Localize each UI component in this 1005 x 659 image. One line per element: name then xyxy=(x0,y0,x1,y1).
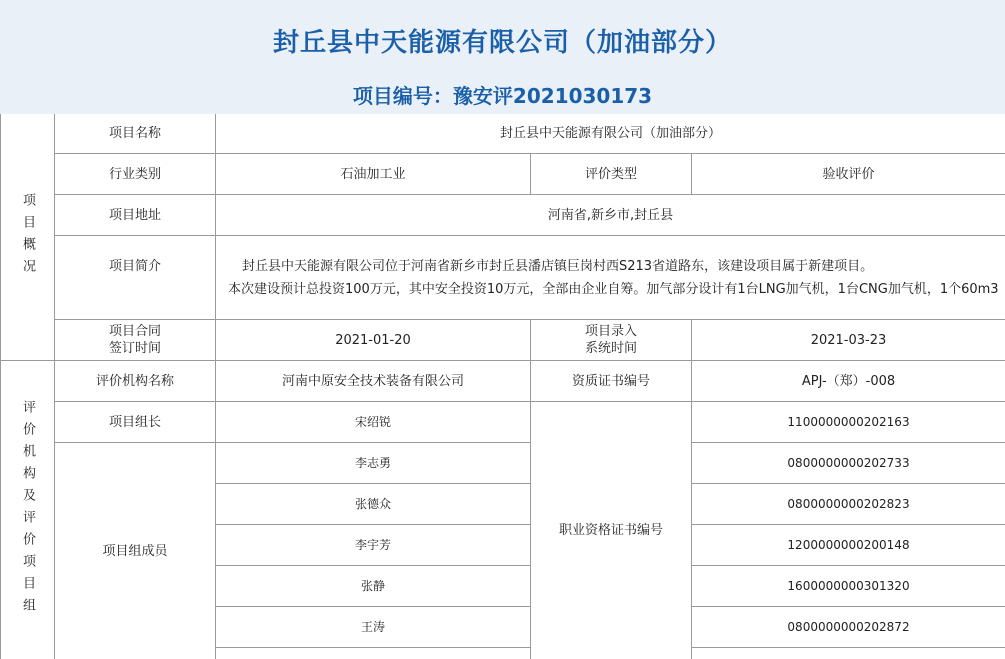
project-number: 项目编号：豫安评2021030173 xyxy=(352,84,653,108)
eval-type-value: 验收评价 xyxy=(692,154,1005,195)
agency-label: 评价机构名称 xyxy=(55,361,216,402)
address-value: 河南省,新乡市,封丘县 xyxy=(216,195,1005,236)
leader-label: 项目组长 xyxy=(55,402,216,443)
member-cert: 0800000000202823 xyxy=(692,484,1005,525)
address-label: 项目地址 xyxy=(55,195,216,236)
member-cert: 1200000000200148 xyxy=(692,525,1005,566)
industry-label: 行业类别 xyxy=(55,154,216,195)
member-cert-partial xyxy=(692,648,1005,659)
section-overview xyxy=(0,114,55,361)
intro-label: 项目简介 xyxy=(55,236,216,320)
report-header xyxy=(0,0,1005,115)
member-cert: 0800000000202872 xyxy=(692,607,1005,648)
members-label: 项目组成员 xyxy=(55,443,216,659)
member-cert: 1600000000301320 xyxy=(692,566,1005,607)
qualification-label: 职业资格证书编号 xyxy=(531,402,692,659)
page-title: 封丘县中天能源有限公司（加油部分） xyxy=(272,28,732,58)
leader-cert: 1100000000202163 xyxy=(692,402,1005,443)
eval-type-label: 评价类型 xyxy=(531,154,692,195)
project-name-value: 封丘县中天能源有限公司（加油部分） xyxy=(216,114,1005,154)
contract-date-label: 项目合同 签订时间 xyxy=(55,320,216,361)
member-name: 张德众 xyxy=(216,484,531,525)
project-name-label: 项目名称 xyxy=(55,114,216,154)
cert-label: 资质证书编号 xyxy=(531,361,692,402)
contract-date-value: 2021-01-20 xyxy=(216,320,531,361)
project-info-table xyxy=(0,114,1005,659)
section-overview-label: 项目概况 xyxy=(20,193,35,281)
industry-value: 石油加工业 xyxy=(216,154,531,195)
section-evaluation-label: 评价机构及评价项目组 xyxy=(20,400,35,620)
member-name: 李宇芳 xyxy=(216,525,531,566)
cert-value: APJ-（郑）-008 xyxy=(692,361,1005,402)
member-cert: 0800000000202733 xyxy=(692,443,1005,484)
entry-date-label: 项目录入 系统时间 xyxy=(531,320,692,361)
member-name: 王涛 xyxy=(216,607,531,648)
member-name: 李志勇 xyxy=(216,443,531,484)
agency-value: 河南中原安全技术装备有限公司 xyxy=(216,361,531,402)
member-name: 张静 xyxy=(216,566,531,607)
leader-name: 宋绍锐 xyxy=(216,402,531,443)
intro-value xyxy=(216,236,1005,320)
intro-line-2: 本次建设预计总投资100万元，其中安全投资10万元，全部由企业自筹。加气部分设计有1台LNG加气机，1台CNG加气机，1个60m3 xyxy=(228,281,999,297)
intro-line-1: 封丘县中天能源有限公司位于河南省新乡市封丘县潘店镇巨岗村西S213省道路东，该建设项目属于新建项目。 xyxy=(242,258,874,274)
member-row-partial xyxy=(216,648,531,659)
entry-date-value: 2021-03-23 xyxy=(692,320,1005,361)
section-evaluation xyxy=(0,361,55,659)
